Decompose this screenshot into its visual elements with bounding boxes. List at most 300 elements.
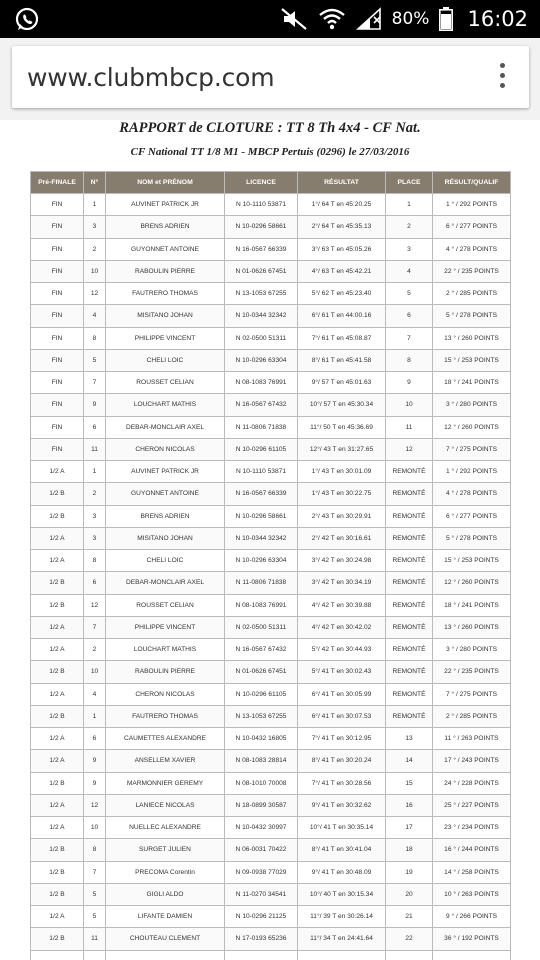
cell-qualif: 22 ° / 235 POINTS [433,260,511,282]
cell-name: CHERON NICOLAS [106,438,225,460]
cell-result: 9°/ 41 T en 30:48.09 [298,861,386,883]
cell-place: 11 [386,416,433,438]
table-row [31,928,511,950]
cell-prefinale: 1/2 B [31,928,84,950]
cell-number: 1 [84,461,106,483]
table-row [31,505,511,527]
cell-prefinale: 1/2 B [31,883,84,905]
table-row [31,461,511,483]
cell-number: 10 [84,661,106,683]
cell-number: 1 [84,705,106,727]
cell-prefinale: 1/2 B [31,772,84,794]
cell-result: 7°/ 41 T en 30:28.56 [298,772,386,794]
cell-place: 22 [386,928,433,950]
cell-place: REMONTÉ [386,505,433,527]
cell-license: N 01-0626 67451 [225,661,298,683]
cell-prefinale: FIN [31,216,84,238]
table-row [31,639,511,661]
cell-place: 3 [386,238,433,260]
cell-name: BRENS ADRIEN [106,505,225,527]
cell-license: N 16-0567 66339 [225,483,298,505]
cell-number: 4 [84,683,106,705]
cell-prefinale: 1/2 B [31,572,84,594]
cell-license: N 10-0296 21125 [225,906,298,928]
cell-prefinale: 1/2 B [31,661,84,683]
cell-name: DEBAR-MONCLAIR AXEL [106,572,225,594]
cell-license: N 02-0500 51311 [225,327,298,349]
cell-result: 6°/ 61 T en 44:00.16 [298,305,386,327]
table-row [31,416,511,438]
cell-name: MARMONNIER GEREMY [106,772,225,794]
cell-qualif: 6 ° / 277 POINTS [433,216,511,238]
cell-license: N 10-0344 32342 [225,527,298,549]
cell-result: 6°/ 41 T en 30:07.53 [298,705,386,727]
cell-place: 1 [386,194,433,216]
cell-result: 8°/ 41 T en 30:41.04 [298,839,386,861]
table-row [31,683,511,705]
cell-qualif: 13 ° / 260 POINTS [433,327,511,349]
cell-license: N 16-0567 66339 [225,238,298,260]
cell-name: ROUSSET CELIAN [106,372,225,394]
table-row [31,283,511,305]
cell-name: NUELLEC ALEXANDRE [106,817,225,839]
cell-number: 10 [84,817,106,839]
report-title: RAPPORT de CLOTURE : TT 8 Th 4x4 - CF Nat. [119,120,421,136]
cell-place: 16 [386,794,433,816]
cell-number: 12 [84,594,106,616]
cell-license: N 10-0296 63304 [225,349,298,371]
cell-prefinale: 1/2 B [31,505,84,527]
cell-place: REMONTÉ [386,527,433,549]
cell-qualif: 12 ° / 260 POINTS [433,572,511,594]
cell-number: 12 [84,794,106,816]
cell-name: SURGET JULIEN [106,839,225,861]
cell-name: FAUTRERO THOMAS [106,283,225,305]
cell-name: LOUCHART MATHIS [106,394,225,416]
cell-qualif: 3 ° / 280 POINTS [433,394,511,416]
cell-place: REMONTÉ [386,616,433,638]
table-row [31,483,511,505]
cell-qualif: 14 ° / 258 POINTS [433,861,511,883]
cell-name: PHILIPPE VINCENT [106,616,225,638]
cell-qualif: 11 ° / 263 POINTS [433,728,511,750]
table-body [31,194,511,960]
battery-percent: 80% [391,9,430,29]
cell-prefinale: 1/2 A [31,616,84,638]
cell-place: 9 [386,372,433,394]
cell-number: 5 [84,883,106,905]
cell-number: 1 [84,194,106,216]
cell-license: N 10-0432 16805 [225,728,298,750]
cell-qualif: 1 ° / 292 POINTS [433,461,511,483]
browser-toolbar [0,38,540,120]
cell-license [225,950,298,960]
cell-place: 21 [386,906,433,928]
cell-name: LIFANTE DAMIEN [106,906,225,928]
cell-number: 10 [84,260,106,282]
cell-qualif: 12 ° / 260 POINTS [433,416,511,438]
cell-result: 2°/ 42 T en 30:16.61 [298,527,386,549]
table-row [31,550,511,572]
cell-license: N 10-0432 30997 [225,817,298,839]
cell-place: REMONTÉ [386,705,433,727]
cell-place: 4 [386,260,433,282]
cell-license: N 10-0296 61105 [225,438,298,460]
cell-license: N 16-0567 67432 [225,639,298,661]
cell-name: BRENS ADRIEN [106,216,225,238]
cell-prefinale: 1/2 B [31,594,84,616]
cell-qualif: 7 ° / 275 POINTS [433,438,511,460]
table-row [31,260,511,282]
cell-qualif: 5 ° / 278 POINTS [433,527,511,549]
cell-name: RABOULIN PIERRE [106,260,225,282]
cell-number: 2 [84,483,106,505]
cell-name: ROUSSET CELIAN [106,594,225,616]
cell-place: 10 [386,394,433,416]
cell-name: MISITANO JOHAN [106,305,225,327]
cell-qualif: 1 ° / 292 POINTS [433,194,511,216]
cell-prefinale: FIN [31,416,84,438]
clock: 16:02 [467,7,528,31]
cell-qualif: 17 ° / 243 POINTS [433,750,511,772]
column-header-name: NOM et PRÉNOM [106,172,225,194]
cell-place: REMONTÉ [386,639,433,661]
cell-license: N 02-0500 51311 [225,616,298,638]
cell-license: N 08-1083 28814 [225,750,298,772]
column-header-place: PLACE [386,172,433,194]
cell-number: 9 [84,772,106,794]
cell-name: GUYONNET ANTOINE [106,238,225,260]
cell-name: LOUCHART MATHIS [106,639,225,661]
cell-qualif: 18 ° / 241 POINTS [433,594,511,616]
cell-result: 9°/ 41 T en 30:32.62 [298,794,386,816]
cell-number: 7 [84,372,106,394]
table-header-row [31,172,511,194]
cell-name: AUVINET PATRICK JR [106,194,225,216]
cell-place: 20 [386,883,433,905]
cell-result: 11°/ 50 T en 45:36.69 [298,416,386,438]
battery-icon [439,7,453,31]
status-bar [0,0,540,38]
cell-name: CAUMETTES ALEXANDRE [106,728,225,750]
table-row [31,327,511,349]
cell-name: AUVINET PATRICK JR [106,461,225,483]
cell-result: 1°/ 43 T en 30:01.09 [298,461,386,483]
cell-license: N 08-1083 76991 [225,372,298,394]
cell-license: N 06-0031 70422 [225,839,298,861]
cell-result: 1°/ 64 T en 45:20.25 [298,194,386,216]
whatsapp-icon [14,6,40,32]
cell-prefinale: FIN [31,238,84,260]
cell-prefinale: FIN [31,349,84,371]
cell-result: 7°/ 41 T en 30:12.95 [298,728,386,750]
page-content [0,120,540,960]
cell-name: GUYONNET ANTOINE [106,483,225,505]
cell-place: REMONTÉ [386,550,433,572]
column-header-number: N° [84,172,106,194]
cell-prefinale: FIN [31,194,84,216]
table-row [31,616,511,638]
cell-number: 7 [84,616,106,638]
cell-license: N 10-0296 61105 [225,683,298,705]
cell-place: 6 [386,305,433,327]
cell-license: N 11-0806 71838 [225,416,298,438]
cell-qualif: 7 ° / 275 POINTS [433,683,511,705]
table-row [31,216,511,238]
cell-result: 8°/ 41 T en 30:20.24 [298,750,386,772]
table-row [31,527,511,549]
address-bar[interactable] [12,46,529,108]
table-row [31,661,511,683]
cell-result: 9°/ 57 T en 45:01.63 [298,372,386,394]
table-row [31,705,511,727]
cell-place: REMONTÉ [386,483,433,505]
cell-prefinale: 1/2 A [31,683,84,705]
cell-name: CHOUTEAU CLEMENT [106,928,225,950]
cell-name: CHELI LOIC [106,550,225,572]
cell-place: 8 [386,349,433,371]
cell-place: 7 [386,327,433,349]
cell-qualif: 23 ° / 234 POINTS [433,817,511,839]
table-row [31,861,511,883]
cell-number: 9 [84,394,106,416]
table-row [31,372,511,394]
cell-prefinale: FIN [31,260,84,282]
table-row [31,305,511,327]
cell-result: 4°/ 42 T en 30:42.02 [298,616,386,638]
cell-result: 6°/ 41 T en 30:05.99 [298,683,386,705]
cell-prefinale: FIN [31,394,84,416]
cell-qualif: 25 ° / 227 POINTS [433,794,511,816]
column-header-result: RÉSULTAT [298,172,386,194]
cell-qualif: 2 ° / 285 POINTS [433,283,511,305]
report-subtitle: CF National TT 1/8 M1 - MBCP Pertuis (0296) le 27/03/2016 [130,146,410,158]
cell-prefinale: 1/2 A [31,461,84,483]
cell-qualif: 18 ° / 241 POINTS [433,372,511,394]
cell-number: 11 [84,438,106,460]
cell-number: 5 [84,349,106,371]
cell-number: 3 [84,216,106,238]
url-text[interactable]: www.clubmbcp.com [27,63,275,92]
cell-place: 5 [386,283,433,305]
cell-place: 18 [386,839,433,861]
cell-prefinale: FIN [31,305,84,327]
cell-qualif: 36 ° / 192 POINTS [433,928,511,950]
cell-number: 12 [84,283,106,305]
cell-qualif: 15 ° / 253 POINTS [433,550,511,572]
cell-name: PRECOMA Corentin [106,861,225,883]
cell-prefinale: FIN [31,327,84,349]
cell-qualif: 22 ° / 235 POINTS [433,661,511,683]
cell-place: 12 [386,438,433,460]
cell-place: REMONTÉ [386,661,433,683]
cell-place: 17 [386,817,433,839]
cell-number: 8 [84,327,106,349]
cell-prefinale: FIN [31,283,84,305]
cell-license: N 16-0567 67432 [225,394,298,416]
column-header-license: LICENCE [225,172,298,194]
table-row [31,883,511,905]
cell-result: 4°/ 42 T en 30:39.88 [298,594,386,616]
cell-prefinale: 1/2 A [31,750,84,772]
cell-qualif: 4 ° / 278 POINTS [433,483,511,505]
column-header-prefinale: Pré-FINALE [31,172,84,194]
cell-number: 6 [84,728,106,750]
wifi-icon [318,7,346,31]
cell-name: ANSELLEM XAVIER [106,750,225,772]
cell-license: N 10-0344 32342 [225,305,298,327]
cell-prefinale: 1/2 A [31,906,84,928]
table-row [31,906,511,928]
cell-place: REMONTÉ [386,683,433,705]
cell-prefinale: 1/2 B [31,839,84,861]
cell-number: 3 [84,527,106,549]
cell-name: LANIECE NICOLAS [106,794,225,816]
cell-qualif [433,950,511,960]
cell-result: 2°/ 43 T en 30:29.91 [298,505,386,527]
cell-prefinale: 1/2 A [31,817,84,839]
cell-qualif: 15 ° / 253 POINTS [433,349,511,371]
cell-prefinale [31,950,84,960]
cell-result: 5°/ 62 T en 45:23.40 [298,283,386,305]
table-row [31,839,511,861]
cell-place: REMONTÉ [386,594,433,616]
table-row [31,950,511,960]
cell-prefinale: 1/2 A [31,639,84,661]
cell-number: 8 [84,839,106,861]
cell-prefinale: FIN [31,438,84,460]
cell-result: 11°/ 34 T en 24:41.64 [298,928,386,950]
cell-license: N 11-0806 71838 [225,572,298,594]
cell-prefinale: 1/2 A [31,728,84,750]
cell-prefinale: 1/2 B [31,861,84,883]
cell-prefinale: 1/2 A [31,527,84,549]
cell-number: 3 [84,505,106,527]
cell-result: 10°/ 41 T en 30:35.14 [298,817,386,839]
signal-icon [356,7,382,31]
table-row [31,594,511,616]
table-row [31,772,511,794]
cell-number: 9 [84,750,106,772]
cell-name: CHELI LOIC [106,349,225,371]
cell-number: 7 [84,861,106,883]
cell-qualif: 16 ° / 244 POINTS [433,839,511,861]
cell-name: GIGLI ALDO [106,883,225,905]
table-row [31,728,511,750]
cell-qualif: 9 ° / 266 POINTS [433,906,511,928]
cell-license: N 17-0193 65236 [225,928,298,950]
cell-number: 5 [84,906,106,928]
cell-result: 5°/ 42 T en 30:44.93 [298,639,386,661]
cell-license: N 10-0296 63304 [225,550,298,572]
cell-result: 10°/ 57 T en 45:30.34 [298,394,386,416]
more-menu-icon[interactable] [497,63,507,91]
cell-prefinale: 1/2 A [31,550,84,572]
table-row [31,238,511,260]
table-row [31,750,511,772]
cell-qualif: 2 ° / 285 POINTS [433,705,511,727]
cell-place: 14 [386,750,433,772]
mute-icon [280,7,308,31]
cell-result: 5°/ 41 T en 30:02.43 [298,661,386,683]
cell-qualif: 13 ° / 260 POINTS [433,616,511,638]
cell-qualif: 4 ° / 278 POINTS [433,238,511,260]
cell-name: PHILIPPE VINCENT [106,327,225,349]
cell-result: 3°/ 42 T en 30:24.98 [298,550,386,572]
cell-qualif: 5 ° / 278 POINTS [433,305,511,327]
cell-result: 3°/ 42 T en 30:34.19 [298,572,386,594]
cell-name: CHERON NICOLAS [106,683,225,705]
table-row [31,349,511,371]
table-row [31,817,511,839]
cell-place: 2 [386,216,433,238]
cell-result: 11°/ 39 T en 30:26.14 [298,906,386,928]
cell-license: N 10-1110 53871 [225,194,298,216]
table-row [31,194,511,216]
table-row [31,394,511,416]
cell-license: N 13-1053 67255 [225,705,298,727]
cell-result: 10°/ 40 T en 30:15.34 [298,883,386,905]
cell-number: 2 [84,238,106,260]
cell-license: N 08-1083 76991 [225,594,298,616]
cell-number: 8 [84,550,106,572]
cell-license: N 01-0626 67451 [225,260,298,282]
cell-name: RABOULIN PIERRE [106,661,225,683]
table-row [31,794,511,816]
cell-prefinale: FIN [31,372,84,394]
cell-place: REMONTÉ [386,572,433,594]
table-row [31,438,511,460]
cell-place: 15 [386,772,433,794]
cell-place: REMONTÉ [386,461,433,483]
cell-prefinale: 1/2 B [31,705,84,727]
cell-place: 13 [386,728,433,750]
cell-qualif: 3 ° / 280 POINTS [433,639,511,661]
cell-license: N 11-0270 34541 [225,883,298,905]
cell-name: DEBAR-MONCLAIR AXEL [106,416,225,438]
cell-prefinale: 1/2 A [31,794,84,816]
table-row [31,572,511,594]
cell-number: 6 [84,416,106,438]
cell-result: 2°/ 64 T en 45:35.13 [298,216,386,238]
cell-license: N 18-0899 30587 [225,794,298,816]
cell-license: N 10-0296 58661 [225,505,298,527]
cell-result [298,950,386,960]
cell-result: 4°/ 63 T en 45:42.21 [298,260,386,282]
cell-prefinale: 1/2 B [31,483,84,505]
cell-name: MISITANO JOHAN [106,527,225,549]
cell-number: 4 [84,305,106,327]
cell-number: 11 [84,928,106,950]
cell-result: 1°/ 43 T en 30:22.75 [298,483,386,505]
cell-result: 8°/ 61 T en 45:41.58 [298,349,386,371]
cell-result: 3°/ 63 T en 45:05.26 [298,238,386,260]
cell-license: N 10-0296 58661 [225,216,298,238]
cell-license: N 09-0938 77029 [225,861,298,883]
column-header-qualif: RÉSULT/QUALIF [433,172,511,194]
cell-place [386,950,433,960]
cell-name: FAUTRERO THOMAS [106,705,225,727]
cell-result: 12°/ 43 T en 31:27.65 [298,438,386,460]
cell-number: 6 [84,572,106,594]
cell-qualif: 10 ° / 263 POINTS [433,883,511,905]
cell-license: N 10-1110 53871 [225,461,298,483]
cell-qualif: 6 ° / 277 POINTS [433,505,511,527]
cell-license: N 13-1053 67255 [225,283,298,305]
cell-number: 2 [84,639,106,661]
cell-qualif: 24 ° / 228 POINTS [433,772,511,794]
cell-name [106,950,225,960]
